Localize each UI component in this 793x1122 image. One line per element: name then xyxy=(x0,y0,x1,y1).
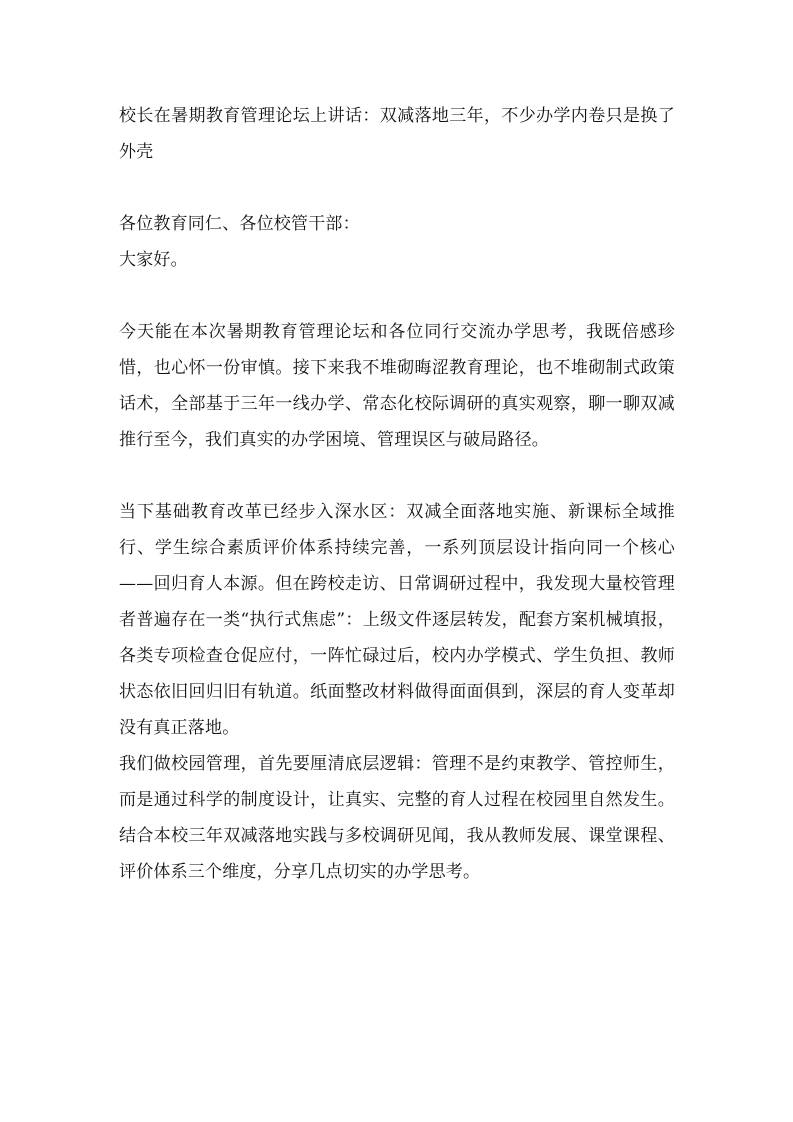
spacer xyxy=(119,278,675,314)
document-body xyxy=(119,98,675,890)
paragraph-intro: 今天能在本次暑期教育管理论坛和各位同行交流办学思考，我既倍感珍惜，也心怀一份审慎。接下来我不堆砌晦涩教育理论，也不堆砌制式政策话术，全部基于三年一线办学、常态化校际调研的真实观察，聊一聊双减推行至今，我们真实的办学困境、管理误区与破局路径。 xyxy=(119,322,675,450)
greeting: 大家好。 xyxy=(119,250,188,270)
paragraph-logic: 我们做校园管理，首先要厘清底层逻辑：管理不是约束教学、管控师生，而是通过科学的制度设计，让真实、完整的育人过程在校园里自然发生。结合本校三年双减落地实践与多校调研见闻，我从教师发展、课堂课程、评价体系三个维度，分享几点切实的办学思考。 xyxy=(119,754,675,882)
salutation: 各位教育同仁、各位校管干部： xyxy=(119,214,360,234)
paragraph-context: 当下基础教育改革已经步入深水区：双减全面落地实施、新课标全域推行、学生综合素质评价体系持续完善，一系列顶层设计指向同一个核心——回归育人本源。但在跨校走访、日常调研过程中，我发现大量校管理者普遍存在一类“执行式焦虑”：上级文件逐层转发，配套方案机械填报，各类专项检查仓促应付，一阵忙碌过后，校内办学模式、学生负担、教师状态依旧回归旧有轨道。纸面整改材料做得面面俱到，深层的育人变革却没有真正落地。 xyxy=(119,502,675,738)
spacer xyxy=(119,458,675,494)
document-title: 校长在暑期教育管理论坛上讲话：双减落地三年，不少办学内卷只是换了外壳 xyxy=(119,106,675,162)
spacer xyxy=(119,170,675,206)
